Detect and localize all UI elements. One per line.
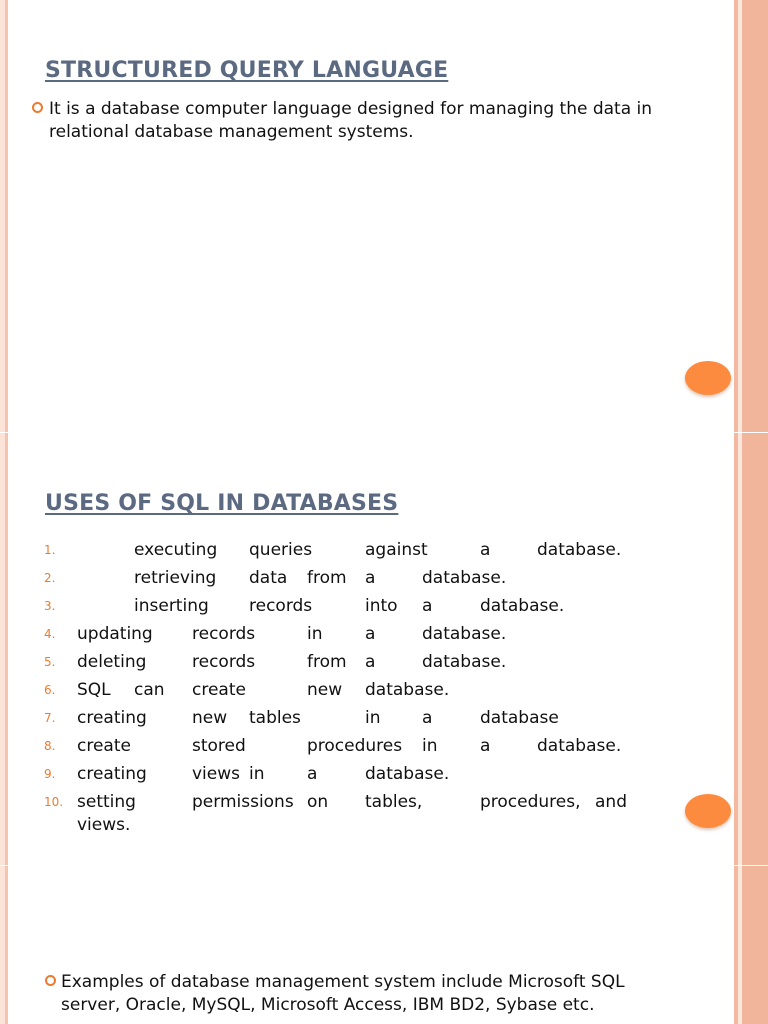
list-item-word: new bbox=[192, 708, 228, 728]
bullet-text: Examples of database management system include Microsoft SQL server, Oracle, MySQL, Microsoft Access, IBM BD2, Sybase etc. bbox=[61, 972, 625, 1015]
bullet-circle-icon bbox=[45, 975, 56, 986]
list-item-word: database. bbox=[422, 652, 507, 672]
list-item-word: and bbox=[595, 792, 627, 812]
slide-right-border bbox=[732, 0, 768, 432]
list-item-word: in bbox=[249, 764, 265, 784]
list-item-word: against bbox=[365, 540, 428, 560]
list-item-number: 7. bbox=[44, 711, 56, 725]
list-item bbox=[0, 764, 700, 792]
list-item-word: create bbox=[192, 680, 246, 700]
list-item-word: a bbox=[307, 764, 318, 784]
list-item-number: 1. bbox=[44, 543, 56, 557]
list-item-word: a bbox=[480, 736, 491, 756]
list-item-word: SQL bbox=[77, 680, 111, 700]
list-item-word: database. bbox=[365, 764, 450, 784]
list-item-word: in bbox=[422, 736, 438, 756]
list-item-word: database. bbox=[537, 736, 622, 756]
list-item bbox=[0, 624, 700, 652]
slide-right-border bbox=[732, 866, 768, 1024]
list-item-number: 3. bbox=[44, 599, 56, 613]
list-item-word: tables bbox=[249, 708, 301, 728]
list-item-word: tables, bbox=[365, 792, 423, 812]
list-item-word: executing bbox=[134, 540, 218, 560]
list-item-number: 4. bbox=[44, 627, 56, 641]
list-item-word: a bbox=[422, 708, 433, 728]
list-item-word: stored bbox=[192, 736, 246, 756]
list-item-word: database. bbox=[422, 624, 507, 644]
list-item-word: database. bbox=[422, 568, 507, 588]
list-item-word: inserting bbox=[134, 596, 209, 616]
list-item-word: records bbox=[249, 596, 313, 616]
bullet-circle-icon bbox=[32, 102, 43, 113]
list-item-word: a bbox=[365, 652, 376, 672]
slide-2 bbox=[0, 433, 768, 865]
list-item-word: retrieving bbox=[134, 568, 217, 588]
slide-title: STRUCTURED QUERY LANGUAGE bbox=[45, 58, 449, 83]
list-item-word: from bbox=[307, 652, 347, 672]
slide-left-border bbox=[0, 0, 8, 432]
list-item-word: records bbox=[192, 652, 256, 672]
slide-left-border bbox=[0, 866, 8, 1024]
list-item-number: 6. bbox=[44, 683, 56, 697]
list-item bbox=[0, 680, 700, 708]
decorative-orange-circle bbox=[685, 361, 731, 395]
slide-1 bbox=[0, 0, 768, 432]
list-item-word: records bbox=[192, 624, 256, 644]
list-item-word: setting bbox=[77, 792, 136, 812]
list-item-number: 10. bbox=[44, 795, 64, 809]
list-item bbox=[0, 596, 700, 624]
list-item-number: 9. bbox=[44, 767, 56, 781]
list-item-word: deleting bbox=[77, 652, 147, 672]
list-item-word: database. bbox=[537, 540, 622, 560]
list-item-word: views bbox=[192, 764, 241, 784]
list-item-word: database bbox=[480, 708, 559, 728]
list-item-word: procedures, bbox=[480, 792, 581, 812]
list-item-word: in bbox=[365, 708, 381, 728]
list-item-word: a bbox=[480, 540, 491, 560]
list-item-continuation bbox=[0, 815, 700, 843]
list-item-word: procedures bbox=[307, 736, 403, 756]
list-item-word: a bbox=[365, 624, 376, 644]
list-item-word: create bbox=[77, 736, 131, 756]
list-item-number: 2. bbox=[44, 571, 56, 585]
list-item-word: into bbox=[365, 596, 398, 616]
list-item-word: database. bbox=[480, 596, 565, 616]
list-item-word: creating bbox=[77, 708, 147, 728]
list-item-word: on bbox=[307, 792, 329, 812]
slide-right-border bbox=[732, 433, 768, 865]
list-item-number: 8. bbox=[44, 739, 56, 753]
list-item bbox=[0, 736, 700, 764]
bullet-text: It is a database computer language designed for managing the data in relational database management systems. bbox=[49, 99, 653, 142]
slide-title: USES OF SQL IN DATABASES bbox=[45, 491, 399, 516]
list-item-word: in bbox=[307, 624, 323, 644]
list-item bbox=[0, 652, 700, 680]
list-item-word: database. bbox=[365, 680, 450, 700]
list-item-word: a bbox=[365, 568, 376, 588]
list-item bbox=[0, 540, 700, 568]
list-item-word: queries bbox=[249, 540, 313, 560]
list-item-word: data bbox=[249, 568, 288, 588]
list-item bbox=[0, 568, 700, 596]
list-item-word: creating bbox=[77, 764, 147, 784]
list-item-word: views. bbox=[77, 815, 131, 835]
list-item-word: permissions bbox=[192, 792, 294, 812]
list-item-number: 5. bbox=[44, 655, 56, 669]
slide-3 bbox=[0, 866, 768, 1024]
list-item-word: updating bbox=[77, 624, 153, 644]
list-item-word: new bbox=[307, 680, 343, 700]
list-item-word: a bbox=[422, 596, 433, 616]
list-item-word: can bbox=[134, 680, 165, 700]
list-item bbox=[0, 708, 700, 736]
list-item-word: from bbox=[307, 568, 347, 588]
